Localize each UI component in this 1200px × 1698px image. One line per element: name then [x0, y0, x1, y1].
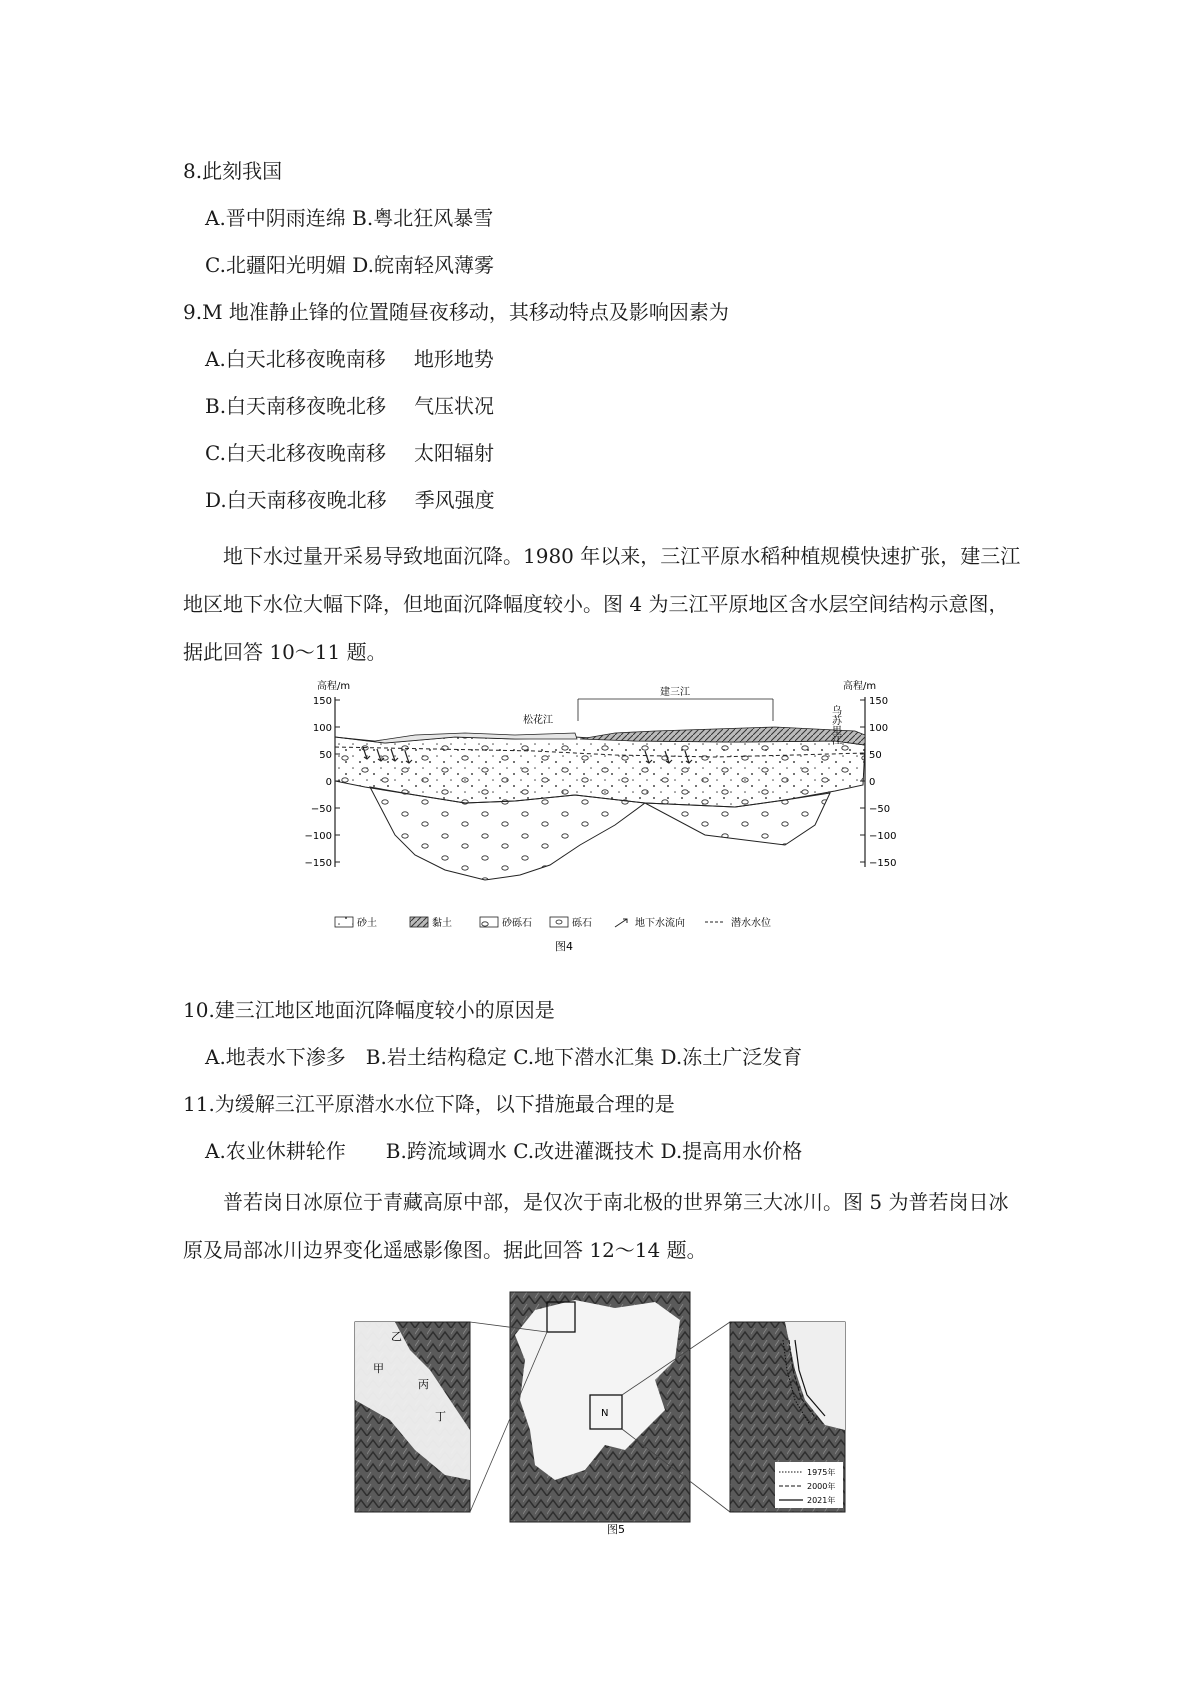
tick-label: −150 — [304, 858, 332, 869]
q11-options: A.农业休耕轮作 B.跨流域调水 C.改进灌溉技术 D.提高用水价格 — [205, 1139, 803, 1163]
q9-option-d — [205, 485, 495, 515]
legend-label: 地下水流向 — [635, 918, 685, 929]
q8-options-cd: C.北疆阳光明媚 D.皖南轻风薄雾 — [205, 253, 494, 277]
q9-option-a — [205, 344, 494, 374]
label-jiansanjiang: 建三江 — [660, 687, 690, 698]
legend-label: 潜水水位 — [731, 918, 771, 929]
q8-stem: 8.此刻我国 — [183, 159, 283, 183]
option-label: A.白天北移夜晚南移 — [205, 347, 386, 371]
left-axis-title: 高程/m — [317, 681, 351, 692]
q9-option-c — [205, 438, 494, 468]
option-label: C.白天北移夜晚南移 — [205, 441, 386, 465]
q10-stem: 10.建三江地区地面沉降幅度较小的原因是 — [183, 998, 555, 1022]
tick-label: −100 — [869, 831, 897, 842]
passage-groundwater: 地下水过量开采易导致地面沉降。1980 年以来，三江平原水稻种植规模快速扩张，建三江地区地下水位大幅下降，但地面沉降幅度较小。图 4 为三江平原地区含水层空间结构示意图，据此回答 10～11 题。 — [183, 544, 1021, 664]
legend-label: 2000年 — [807, 1482, 836, 1491]
q11-stem: 11.为缓解三江平原潜水水位下降，以下措施最合理的是 — [183, 1092, 675, 1116]
figure-4-aquifer-cross-section — [304, 675, 897, 965]
box-label: N — [601, 1408, 609, 1419]
fig5-legend — [775, 1462, 843, 1508]
point-label: 丁 — [435, 1410, 446, 1423]
legend-label: 1975年 — [807, 1468, 836, 1477]
q10-options: A.地表水下渗多 B.岩土结构稳定 C.地下潜水汇集 D.冻土广泛发育 — [205, 1045, 803, 1069]
tick-label: 150 — [312, 696, 332, 707]
tick-label: −50 — [310, 804, 332, 815]
point-label: 丙 — [418, 1378, 429, 1391]
tick-label: −150 — [869, 858, 897, 869]
option-factor: 气压状况 — [414, 394, 495, 418]
point-label: 甲 — [373, 1362, 384, 1375]
q9-option-b — [205, 391, 494, 421]
legend-label: 砂土 — [357, 918, 377, 929]
fig4-legend — [335, 916, 771, 929]
tick-label: −100 — [304, 831, 332, 842]
q9-stem: 9.M 地准静止锋的位置随昼夜移动，其移动特点及影响因素为 — [183, 300, 729, 324]
label-wusuli-river: 乌苏里江 — [829, 705, 841, 745]
tick-label: 100 — [312, 723, 332, 734]
legend-sandgravel-swatch — [480, 917, 498, 927]
label-songhua-river: 松花江 — [523, 715, 553, 726]
point-label: 乙 — [391, 1330, 402, 1343]
legend-clay-swatch — [410, 917, 428, 927]
tick-label: 50 — [319, 750, 332, 761]
legend-label: 2021年 — [807, 1496, 836, 1505]
tick-label: 0 — [325, 777, 332, 788]
option-label: D.白天南移夜晚北移 — [205, 488, 387, 512]
legend-gravel-swatch — [550, 917, 568, 927]
figure-5-caption: 图5 — [607, 1523, 625, 1536]
figure-5-remote-sensing — [355, 1280, 875, 1535]
passage-glacier: 普若岗日冰原位于青藏高原中部，是仅次于南北极的世界第三大冰川。图 5 为普若岗日冰原及局部冰川边界变化遥感影像图。据此回答 12～14 题。 — [183, 1190, 1009, 1262]
legend-label: 砾石 — [572, 918, 592, 929]
tick-label: 0 — [869, 777, 876, 788]
legend-label: 砂砾石 — [502, 918, 532, 929]
option-factor: 地形地势 — [413, 347, 494, 371]
tick-label: 150 — [869, 696, 889, 707]
option-label: B.白天南移夜晚北移 — [205, 394, 387, 418]
option-factor: 季风强度 — [414, 488, 495, 512]
q8-options-ab: A.晋中阴雨连绵 B.粤北狂风暴雪 — [205, 206, 494, 230]
tick-label: −50 — [869, 804, 891, 815]
legend-flow-arrow-icon — [615, 919, 627, 927]
option-factor: 太阳辐射 — [413, 441, 494, 465]
right-axis-title: 高程/m — [843, 681, 877, 692]
figure-4-caption: 图4 — [555, 940, 573, 953]
legend-label: 黏土 — [432, 918, 452, 929]
legend-sand-swatch — [335, 917, 353, 927]
tick-label: 100 — [869, 723, 889, 734]
tick-label: 50 — [869, 750, 882, 761]
